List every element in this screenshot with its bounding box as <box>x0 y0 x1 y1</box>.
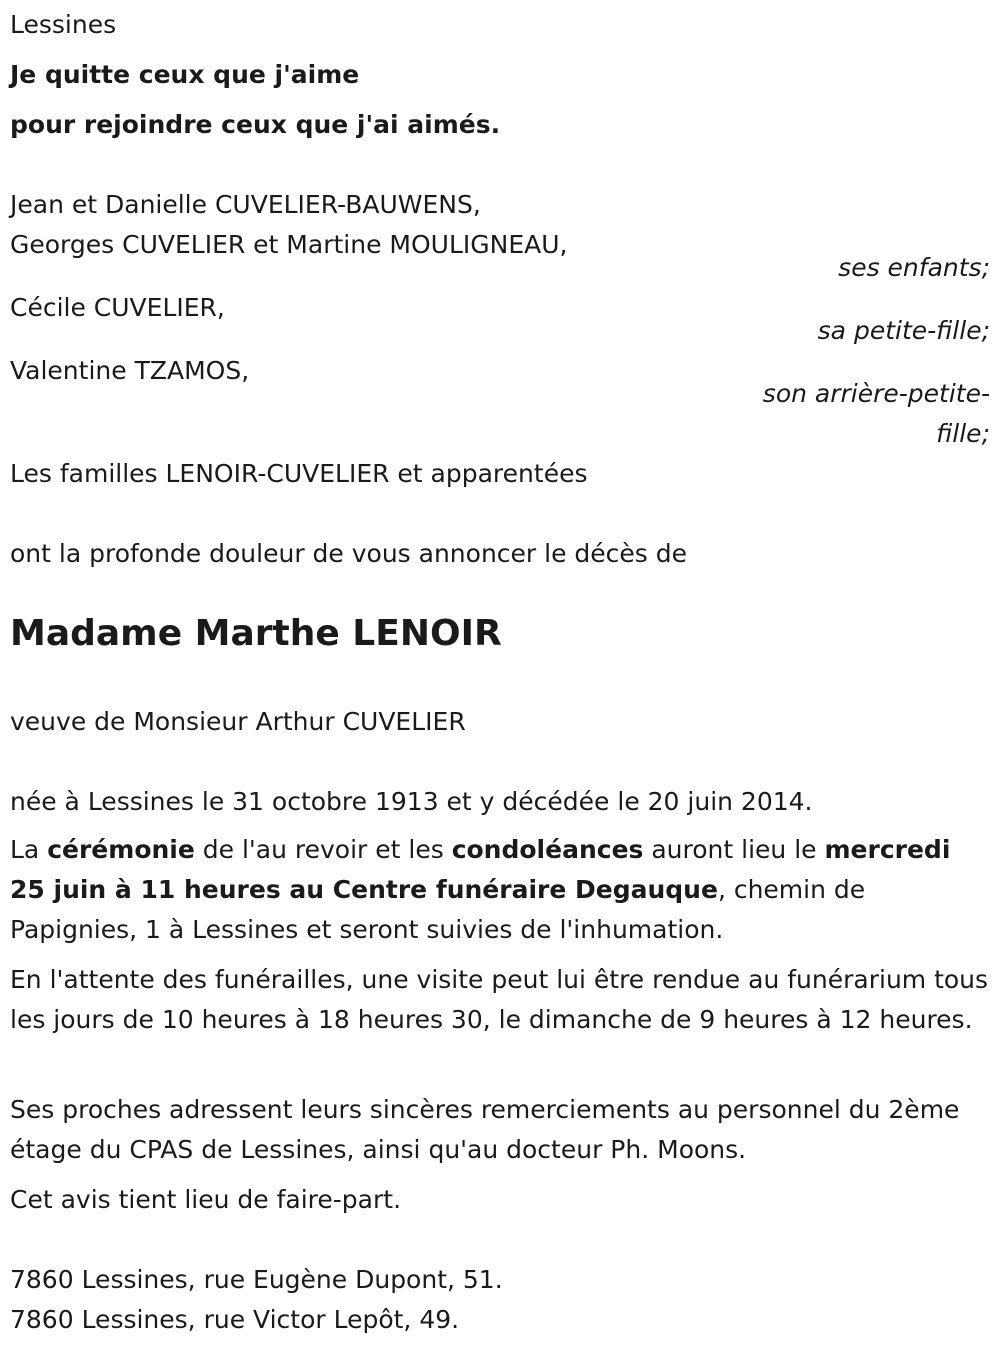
ceremony-text-c: de l'au revoir et les <box>194 835 452 864</box>
ceremony-keyword: cérémonie <box>47 835 195 864</box>
birth-death-line: née à Lessines le 31 octobre 1913 et y décédée le 20 juin 2014. <box>10 787 813 816</box>
thanks-paragraph: Ses proches adressent leurs sincères remerciements au personnel du 2ème étage du CPAS de Lessines, ainsi qu'au docteur Ph. Moons. <box>10 1095 960 1164</box>
great-granddaughter-name: Valentine TZAMOS, <box>10 356 250 385</box>
ceremony-date-place: mercredi 25 juin à 11 heures au Centre funéraire Degauque <box>10 835 951 904</box>
verse-line-1: Je quitte ceux que j'aime <box>10 60 360 89</box>
ceremony-paragraph <box>10 830 990 950</box>
children-line-2: Georges CUVELIER et Martine MOULIGNEAU, <box>10 230 568 259</box>
deceased-name: Madame Marthe LENOIR <box>10 613 502 654</box>
condolences-keyword: condoléances <box>451 835 644 864</box>
city-label: Lessines <box>10 10 117 39</box>
granddaughter-name: Cécile CUVELIER, <box>10 293 225 322</box>
children-line-1: Jean et Danielle CUVELIER-BAUWENS, <box>10 190 481 219</box>
ceremony-text-a: La <box>10 835 48 864</box>
great-granddaughter-role-line-2: fille; <box>936 419 990 448</box>
widow-of-line: veuve de Monsieur Arthur CUVELIER <box>10 707 466 736</box>
great-granddaughter-role-line-1: son arrière-petite- <box>762 379 990 408</box>
families-line: Les familles LENOIR-CUVELIER et apparentées <box>10 459 588 488</box>
notice-line: Cet avis tient lieu de faire-part. <box>10 1185 402 1214</box>
visit-paragraph: En l'attente des funérailles, une visite peut lui être rendue au funérarium tous les jours de 10 heures à 18 heures 30, le dimanche de 9 heures à 12 heures. <box>10 965 989 1034</box>
ceremony-text-g: , chemin de Papignies, 1 à Lessines et seront suivies de l'inhumation. <box>10 875 866 944</box>
ceremony-text-e: auront lieu le <box>643 835 825 864</box>
children-role: ses enfants; <box>838 253 990 282</box>
granddaughter-role: sa petite-fille; <box>817 316 990 345</box>
address-line-2: 7860 Lessines, rue Victor Lepôt, 49. <box>10 1305 460 1334</box>
announcement-intro: ont la profonde douleur de vous annoncer le décès de <box>10 539 688 568</box>
verse-line-2: pour rejoindre ceux que j'ai aimés. <box>10 110 501 139</box>
address-line-1: 7860 Lessines, rue Eugène Dupont, 51. <box>10 1265 503 1294</box>
